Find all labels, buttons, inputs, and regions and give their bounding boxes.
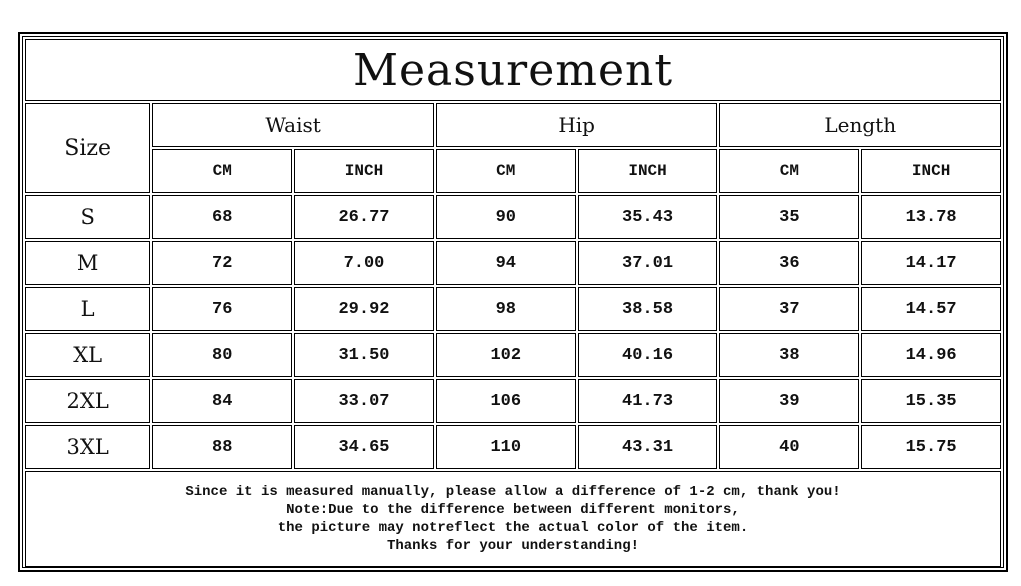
note-line: the picture may notreflect the actual color of the item. [277, 520, 749, 536]
size-cell: M [25, 241, 150, 285]
value-cell: 41.73 [578, 379, 718, 423]
value-cell: 39 [719, 379, 859, 423]
size-cell: L [25, 287, 150, 331]
value-cell: 40.16 [578, 333, 718, 377]
note-line: Since it is measured manually, please allow a difference of 1-2 cm, thank you! [185, 484, 841, 500]
table-row [25, 425, 1001, 469]
chart-title: Measurement [25, 39, 1001, 101]
size-chart [18, 32, 1008, 572]
value-cell: 98 [436, 287, 576, 331]
value-cell: 90 [436, 195, 576, 239]
unit-header: INCH [578, 149, 718, 193]
size-column-header: Size [25, 103, 150, 193]
group-header-length: Length [719, 103, 1001, 147]
table-row [25, 241, 1001, 285]
value-cell: 72 [152, 241, 292, 285]
value-cell: 36 [719, 241, 859, 285]
value-cell: 33.07 [294, 379, 434, 423]
table-row [25, 379, 1001, 423]
measurement-notes [25, 471, 1001, 567]
unit-header: CM [152, 149, 292, 193]
measurement-table [23, 37, 1003, 569]
value-cell: 94 [436, 241, 576, 285]
value-cell: 38.58 [578, 287, 718, 331]
table-row [25, 333, 1001, 377]
value-cell: 102 [436, 333, 576, 377]
value-cell: 34.65 [294, 425, 434, 469]
note-line: Thanks for your understanding! [386, 538, 640, 554]
value-cell: 40 [719, 425, 859, 469]
value-cell: 37.01 [578, 241, 718, 285]
size-cell: S [25, 195, 150, 239]
value-cell: 14.96 [861, 333, 1001, 377]
group-header-hip: Hip [436, 103, 718, 147]
size-cell: 2XL [25, 379, 150, 423]
value-cell: 14.57 [861, 287, 1001, 331]
unit-header: INCH [294, 149, 434, 193]
value-cell: 110 [436, 425, 576, 469]
value-cell: 15.35 [861, 379, 1001, 423]
value-cell: 7.00 [294, 241, 434, 285]
value-cell: 37 [719, 287, 859, 331]
value-cell: 35 [719, 195, 859, 239]
value-cell: 26.77 [294, 195, 434, 239]
value-cell: 84 [152, 379, 292, 423]
value-cell: 31.50 [294, 333, 434, 377]
value-cell: 15.75 [861, 425, 1001, 469]
size-chart-inner-border [22, 36, 1004, 568]
table-row [25, 195, 1001, 239]
unit-header: CM [436, 149, 576, 193]
table-row [25, 287, 1001, 331]
group-header-waist: Waist [152, 103, 434, 147]
value-cell: 38 [719, 333, 859, 377]
value-cell: 14.17 [861, 241, 1001, 285]
value-cell: 106 [436, 379, 576, 423]
note-line: Note:Due to the difference between different monitors, [286, 502, 740, 518]
value-cell: 43.31 [578, 425, 718, 469]
value-cell: 80 [152, 333, 292, 377]
value-cell: 35.43 [578, 195, 718, 239]
value-cell: 76 [152, 287, 292, 331]
value-cell: 29.92 [294, 287, 434, 331]
unit-header: INCH [861, 149, 1001, 193]
size-cell: XL [25, 333, 150, 377]
value-cell: 13.78 [861, 195, 1001, 239]
value-cell: 68 [152, 195, 292, 239]
value-cell: 88 [152, 425, 292, 469]
unit-header: CM [719, 149, 859, 193]
size-cell: 3XL [25, 425, 150, 469]
